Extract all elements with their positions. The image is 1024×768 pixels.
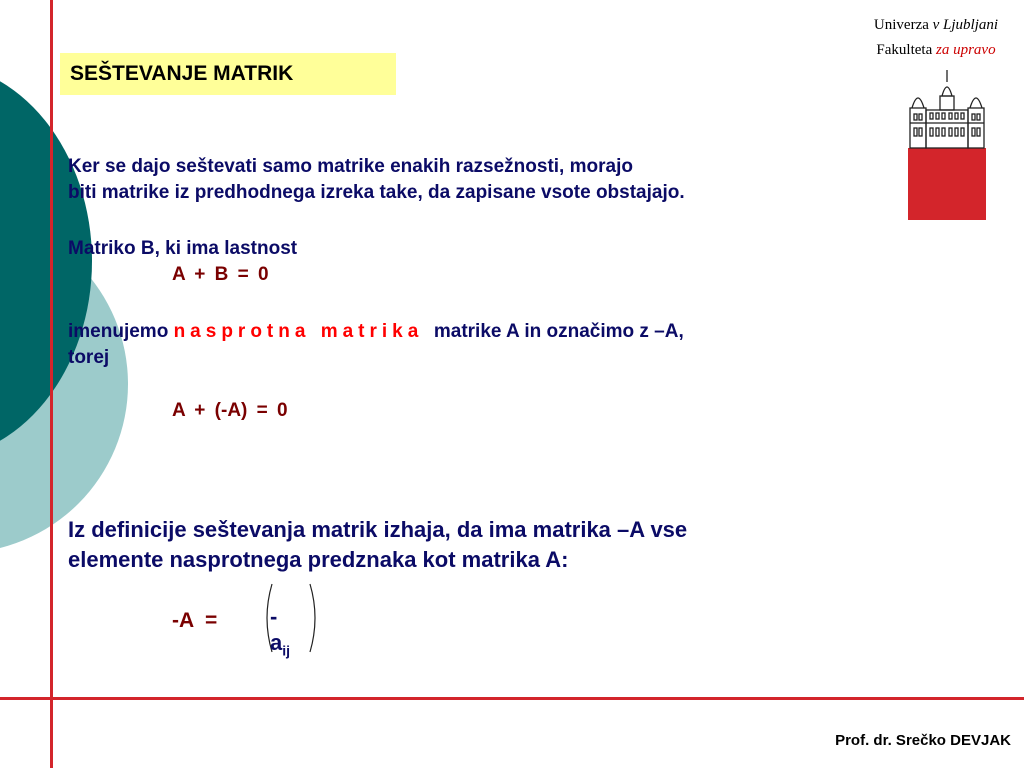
equation-2: A + (-A) = 0 [172, 400, 288, 421]
slide-title: SEŠTEVANJE MATRIK [70, 62, 294, 85]
paragraph-3: imenujemo nasprotna matrika matrike A in označimo z –A, torej [68, 321, 684, 368]
university-building-logo-icon [906, 68, 988, 224]
author-footer: Prof. dr. Srečko DEVJAK [835, 732, 1011, 749]
title-box [60, 53, 396, 95]
vertical-red-rule [50, 0, 53, 768]
horizontal-red-rule [0, 697, 1024, 700]
institution-line-1: Univerza v Ljubljani [873, 17, 999, 33]
paragraph-2: Matriko B, ki ima lastnost [68, 238, 298, 259]
paragraph-4: Iz definicije seštevanja matrik izhaja, da ima matrika –A vse elemente nasprotnega predznaka kot matrika A: [68, 517, 688, 572]
institution-line-2: Fakulteta za upravo [876, 42, 996, 58]
matrix-element: $-a_{ij}$ [270, 604, 291, 659]
highlight-term: nasprotna matrika [173, 321, 424, 342]
matrix-lhs: -A = [172, 609, 218, 632]
paragraph-1: Ker se dajo seštevati samo matrike enakih razsežnosti, morajo biti matrike iz predhodnega izreka take, da zapisane vsote obstajajo. [68, 156, 685, 203]
equation-1: A + B = 0 [172, 264, 269, 285]
